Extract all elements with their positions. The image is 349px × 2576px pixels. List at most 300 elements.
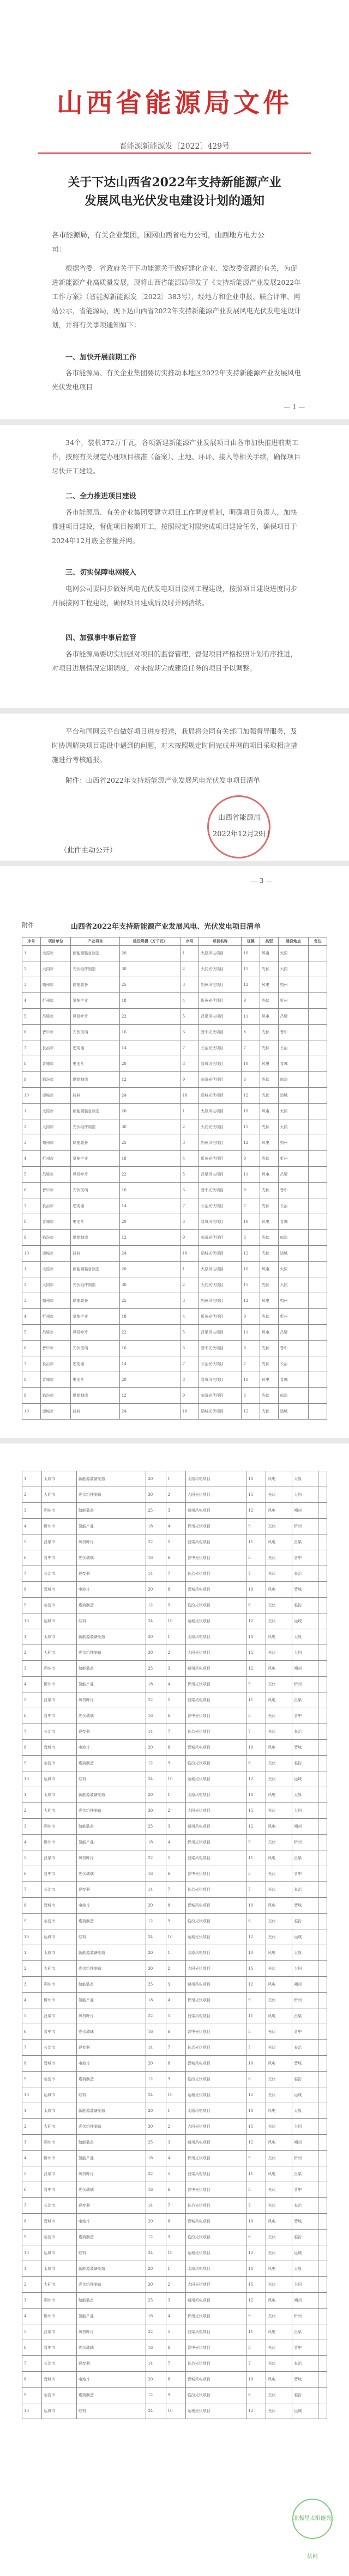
table-cell: 长治市: [40, 1040, 71, 1056]
table-cell: 长治光伏项目: [185, 2198, 246, 2214]
table-cell: 太原风电项目: [199, 1262, 242, 1277]
table-cell: 晋城市: [40, 1214, 71, 1230]
table-cell: 8: [180, 1056, 199, 1072]
table-cell: 太原风电项目: [185, 1629, 246, 1645]
table-cell: 晋城风电项目: [185, 2214, 246, 2230]
table-cell: 7: [22, 1356, 41, 1372]
table-row: [22, 1977, 327, 1993]
table-cell: 风机叶片: [71, 1009, 119, 1025]
table-cell: 忻州光伏项目: [199, 1309, 242, 1325]
table-cell: [309, 1388, 327, 1404]
table-cell: 电池片: [76, 2214, 146, 2230]
table-cell: 忻州市: [42, 2151, 77, 2166]
table-cell: 大同: [292, 2277, 318, 2293]
table-row: [22, 1072, 327, 1088]
table-cell: 运城市: [42, 2403, 77, 2419]
table-cell: 吕梁市: [42, 2324, 77, 2340]
table-cell: [309, 1262, 327, 1277]
table-cell: 晋中: [292, 2340, 318, 2356]
table-cell: 15: [246, 1961, 266, 1977]
table-cell: 吕梁风电项目: [199, 1167, 242, 1183]
table-cell: 临汾: [292, 2388, 318, 2403]
table-cell: 光伏玻璃: [76, 2182, 146, 2198]
table-row: [22, 1119, 327, 1135]
table-cell: 光伏组件制造: [71, 1119, 119, 1135]
table-cell: 运城光伏项目: [185, 1613, 246, 1629]
table-header-row: [22, 937, 327, 946]
table-cell: 晋中光伏项目: [199, 1341, 242, 1356]
table-cell: 大同: [292, 1645, 318, 1661]
table-cell: 1: [166, 1945, 185, 1961]
table-cell: 晋城市: [42, 2056, 77, 2072]
table-cell: 朔州市: [42, 1503, 77, 1519]
table-cell: 长治光伏项目: [199, 1198, 242, 1214]
table-cell: 长治市: [42, 2356, 77, 2372]
table-cell: 光伏玻璃: [76, 2340, 146, 2356]
table-cell: 长治: [292, 1566, 318, 1582]
table-cell: 晋中: [292, 2024, 318, 2040]
table-cell: 5: [22, 1534, 42, 1550]
table-cell: 光伏: [260, 1088, 278, 1104]
table-cell: [309, 1198, 327, 1214]
table-cell: 硅料: [71, 1404, 119, 1420]
table-cell: 30: [146, 1487, 166, 1503]
table-cell: 忻州市: [40, 1151, 71, 1167]
section-heading-4: 四、加强事中事后监管: [65, 634, 137, 642]
table-cell: 光伏: [266, 1771, 292, 1787]
table-cell: 风电: [266, 1819, 292, 1835]
table-cell: 2: [166, 2119, 185, 2135]
table-cell: 1: [22, 2103, 42, 2119]
table-cell: 逆变器: [71, 1040, 119, 1056]
table-cell: 7: [22, 1040, 41, 1056]
table-cell: 风机叶片: [76, 2324, 146, 2340]
table-cell: 光伏: [260, 1341, 278, 1356]
table-cell: 光伏玻璃: [71, 1341, 119, 1356]
table-cell: [318, 1756, 327, 1771]
table-cell: 20: [146, 1629, 166, 1645]
table-cell: 12: [242, 1404, 260, 1420]
table-cell: 大同市: [42, 2277, 77, 2293]
table-cell: 长治市: [42, 1724, 77, 1740]
table-cell: 临汾光伏项目: [185, 2072, 246, 2087]
table-cell: 大同光伏项目: [199, 1119, 242, 1135]
table-cell: 10: [166, 2087, 185, 2103]
table-cell: 临汾: [278, 1230, 309, 1246]
table-cell: 大同市: [40, 961, 71, 977]
table-cell: 吕梁: [278, 1325, 309, 1341]
official-seal: [207, 795, 270, 858]
table-cell: 7: [22, 2198, 42, 2214]
agency-title: 山西省能源局文件: [56, 88, 292, 118]
table-cell: 大同: [292, 1487, 318, 1503]
table-cell: 10: [246, 1898, 266, 1914]
table-cell: 晋中光伏项目: [199, 1025, 242, 1040]
table-cell: [309, 1151, 327, 1167]
table-cell: 吕梁风电项目: [199, 1009, 242, 1025]
table-cell: 9: [22, 2388, 42, 2403]
table-cell: 吕梁: [292, 2324, 318, 2340]
table-cell: 2: [22, 2119, 42, 2135]
table-cell: 光伏: [266, 1598, 292, 1613]
table-cell: 7: [22, 2356, 42, 2372]
table-cell: 24: [146, 1929, 166, 1945]
table-cell: [318, 1866, 327, 1882]
col-header: 类型: [260, 937, 278, 946]
table-cell: 晋中: [292, 1866, 318, 1882]
table-cell: 晋城风电项目: [185, 1740, 246, 1756]
table-cell: 10: [22, 2403, 42, 2419]
table-row: [22, 1198, 327, 1214]
table-cell: 1: [166, 1629, 185, 1645]
table-cell: 晋中市: [42, 2182, 77, 2198]
table-cell: [309, 1135, 327, 1151]
table-row: [22, 2008, 327, 2024]
table-cell: 大同光伏项目: [185, 1487, 246, 1503]
table-cell: 大同市: [40, 1277, 71, 1293]
signature-date: 2022年12月29日: [213, 830, 270, 838]
table-cell: 25: [119, 1293, 180, 1309]
table-cell: 9: [22, 1072, 41, 1088]
table-cell: [309, 993, 327, 1009]
table-cell: 氢能产业: [76, 1519, 146, 1534]
table-cell: 16: [146, 2182, 166, 2198]
table-row: [22, 1550, 327, 1566]
table-row: [22, 1866, 327, 1882]
table-cell: 硅料: [76, 2245, 146, 2261]
table-cell: 6: [22, 2024, 42, 2040]
table-row: [22, 2166, 327, 2182]
table-cell: 22: [119, 1009, 180, 1025]
table-cell: 10: [22, 1404, 41, 1420]
table-cell: [318, 1850, 327, 1866]
table-cell: 大同: [278, 961, 309, 977]
table-cell: 7: [22, 1724, 42, 1740]
table-cell: 氢能产业: [71, 1151, 119, 1167]
table-cell: 光伏: [260, 1072, 278, 1088]
table-cell: 5: [22, 2324, 42, 2340]
table-cell: 风电: [266, 1977, 292, 1993]
table-cell: 逆变器: [71, 1198, 119, 1214]
table-cell: 忻州: [278, 993, 309, 1009]
table-cell: 2: [22, 1645, 42, 1661]
table-row: [22, 1629, 327, 1645]
table-cell: 太原风电项目: [185, 2261, 246, 2277]
table-cell: 风电: [260, 1009, 278, 1025]
table-row: [22, 1471, 327, 1487]
table-cell: 12: [246, 1771, 266, 1787]
table-cell: 10: [22, 1929, 42, 1945]
table-cell: 晋中光伏项目: [185, 1708, 246, 1724]
table-cell: 14: [119, 1356, 180, 1372]
table-cell: 朔州市: [42, 1977, 77, 1993]
table-cell: 吕梁风电项目: [185, 1850, 246, 1866]
table-cell: 15: [246, 1487, 266, 1503]
table-cell: 18: [146, 2151, 166, 2166]
table-cell: 光伏: [266, 2309, 292, 2324]
table-cell: 5: [166, 1850, 185, 1866]
table-cell: [318, 2087, 327, 2103]
table-cell: 6: [242, 1230, 260, 1246]
table-cell: 12: [146, 1756, 166, 1771]
table-cell: 20: [146, 1582, 166, 1598]
table-cell: 忻州: [278, 1309, 309, 1325]
table-cell: 风电: [266, 2166, 292, 2182]
table-cell: 长治: [292, 2198, 318, 2214]
table-cell: 30: [146, 1803, 166, 1819]
table-cell: 10: [246, 1471, 266, 1487]
table-row: [22, 1214, 327, 1230]
table-cell: 8: [166, 1898, 185, 1914]
table-cell: 吕梁市: [42, 1850, 77, 1866]
table-cell: 太原: [292, 2261, 318, 2277]
table-cell: 7: [246, 2198, 266, 2214]
table-cell: 18: [146, 2309, 166, 2324]
table-row: [22, 1309, 327, 1325]
table-row: [22, 2214, 327, 2230]
table-cell: 晋中市: [42, 2024, 77, 2040]
table-cell: 光伏: [260, 1119, 278, 1135]
table-cell: 风电: [266, 1945, 292, 1961]
table-cell: 长治光伏项目: [199, 1040, 242, 1056]
document-page-1: [0, 0, 349, 861]
table-cell: 1: [22, 946, 41, 961]
table-row: [22, 1372, 327, 1388]
table-cell: 吕梁风电项目: [185, 1534, 246, 1550]
table-cell: 临汾: [292, 1598, 318, 1613]
page-number-2: — 3 —: [251, 877, 273, 885]
table-cell: 6: [246, 1756, 266, 1771]
table-cell: 临汾: [278, 1388, 309, 1404]
table-cell: 晋城风电项目: [185, 1898, 246, 1914]
table-cell: 9: [180, 1388, 199, 1404]
table-cell: [309, 1277, 327, 1293]
table-cell: 光伏玻璃: [71, 1025, 119, 1040]
table-cell: 吕梁市: [40, 1009, 71, 1025]
table-cell: [318, 2324, 327, 2340]
table-cell: 太原市: [40, 946, 71, 961]
table-cell: 忻州市: [40, 993, 71, 1009]
table-cell: 5: [166, 2166, 185, 2182]
table-cell: 3: [166, 2135, 185, 2151]
table-cell: 11: [242, 1167, 260, 1183]
table-cell: 光伏组件制造: [71, 961, 119, 977]
table-cell: 逆变器: [76, 1566, 146, 1582]
table-cell: 2: [22, 1487, 42, 1503]
table-cell: 12: [242, 1246, 260, 1262]
table-cell: [309, 1404, 327, 1420]
table-cell: 朔州风电项目: [185, 1661, 246, 1677]
table-cell: 14: [146, 1566, 166, 1582]
table-row: [22, 2245, 327, 2261]
table-cell: 10: [246, 2372, 266, 2388]
table-cell: 朔州: [278, 1293, 309, 1309]
table-row: [22, 1708, 327, 1724]
table-cell: 9: [22, 2072, 42, 2087]
table-cell: 11: [246, 1692, 266, 1708]
body-paragraph-5: 电网公司要同步做好风电光伏发电项目接网工程建设，按照项目建设进度同步开展接网工程建设，确保项目建成后及时并网消纳。: [52, 584, 298, 607]
col-header: 项目名称: [199, 937, 242, 946]
table-cell: 硅料: [76, 1613, 146, 1629]
table-cell: 朔州风电项目: [185, 2135, 246, 2151]
table-cell: 6: [166, 2024, 185, 2040]
table-cell: [309, 1056, 327, 1072]
table-cell: 风电: [266, 2008, 292, 2024]
col-header: 序号: [180, 937, 199, 946]
table-cell: 太原: [278, 1104, 309, 1119]
table-cell: 晋城: [292, 2214, 318, 2230]
table-cell: 临汾市: [42, 1598, 77, 1613]
table-cell: 7: [242, 1356, 260, 1372]
table-cell: [318, 2388, 327, 2403]
table-cell: 大同市: [42, 1961, 77, 1977]
table-cell: 20: [146, 2372, 166, 2388]
table-cell: 新能源装备制造: [76, 1787, 146, 1803]
table-cell: 光伏: [266, 2087, 292, 2103]
table-row: [22, 2388, 327, 2403]
table-cell: 风机叶片: [76, 1692, 146, 1708]
page-separator: [0, 419, 349, 425]
table-cell: 7: [180, 1040, 199, 1056]
table-cell: 25: [146, 2135, 166, 2151]
table-cell: 7: [246, 1566, 266, 1582]
table-cell: 6: [246, 1598, 266, 1613]
table-cell: 8: [166, 1582, 185, 1598]
table-cell: 运城: [292, 1771, 318, 1787]
table-cell: 1: [22, 1104, 41, 1119]
table-cell: 7: [246, 2356, 266, 2372]
table-cell: 储能装备: [76, 1819, 146, 1835]
table-cell: 12: [246, 1503, 266, 1519]
table-cell: 太原市: [42, 1471, 77, 1487]
table-cell: [309, 1309, 327, 1325]
table-cell: 24: [119, 1404, 180, 1420]
table-cell: 晋城: [292, 2056, 318, 2072]
table-row: [22, 1835, 327, 1850]
table-cell: 2: [166, 2277, 185, 2293]
table-cell: 风机叶片: [71, 1167, 119, 1183]
table-cell: [318, 2214, 327, 2230]
table-cell: [318, 1929, 327, 1945]
table-cell: 大同市: [42, 1645, 77, 1661]
table-cell: 长治光伏项目: [185, 1882, 246, 1898]
table-cell: 10: [22, 1088, 41, 1104]
table-cell: 10: [166, 1771, 185, 1787]
table-cell: 12: [246, 2403, 266, 2419]
table-cell: 新能源装备制造: [71, 1104, 119, 1119]
table-cell: 9: [166, 2072, 185, 2087]
table-cell: 临汾光伏项目: [185, 2230, 246, 2245]
table-cell: 长治光伏项目: [185, 2356, 246, 2372]
table-cell: 18: [146, 1519, 166, 1534]
table-cell: 3: [22, 1503, 42, 1519]
table-cell: 8: [246, 2024, 266, 2040]
table-cell: 太原市: [42, 1945, 77, 1961]
recipients-line1: 各市能源局，有关企业集团，国网山西省电力公司，山西地方电力公: [52, 232, 265, 240]
table-cell: [318, 1835, 327, 1850]
table-cell: 30: [146, 2277, 166, 2293]
table-cell: 4: [22, 1835, 42, 1850]
table-cell: 太原市: [40, 1262, 71, 1277]
table-cell: 11: [246, 1850, 266, 1866]
table-cell: 4: [22, 1677, 42, 1692]
table-cell: 吕梁风电项目: [199, 1325, 242, 1341]
table-row: [22, 2403, 327, 2419]
table-cell: 吕梁风电项目: [185, 2324, 246, 2340]
table-cell: 风机叶片: [76, 2008, 146, 2024]
table-cell: 朔州风电项目: [185, 1977, 246, 1993]
table-cell: 6: [22, 1183, 41, 1198]
table-cell: 16: [119, 1341, 180, 1356]
table-cell: 12: [246, 2245, 266, 2261]
table-cell: 9: [22, 1598, 42, 1613]
table-cell: 运城光伏项目: [185, 2087, 246, 2103]
table-cell: 10: [246, 1582, 266, 1598]
table-cell: 6: [180, 1341, 199, 1356]
table-cell: 大同光伏项目: [185, 1803, 246, 1819]
table-cell: 光伏: [266, 1835, 292, 1850]
table-cell: 光伏: [266, 1929, 292, 1945]
doc-number: 晋能源新能源发〔2022〕429号: [119, 142, 230, 151]
table-cell: 光伏: [260, 1404, 278, 1420]
table-cell: 晋城风电项目: [185, 2056, 246, 2072]
table-cell: 5: [22, 2166, 42, 2182]
table-cell: 24: [146, 2403, 166, 2419]
table-cell: 8: [242, 1341, 260, 1356]
annex-table: [22, 937, 327, 1420]
table-cell: 20: [146, 1945, 166, 1961]
table-cell: 光伏: [260, 1151, 278, 1167]
table-cell: 朔州市: [40, 1293, 71, 1309]
table-cell: 光伏: [266, 1866, 292, 1882]
table-cell: 9: [166, 1598, 185, 1613]
table-row: [22, 2309, 327, 2324]
table-cell: 3: [166, 1503, 185, 1519]
table-cell: 太原: [278, 1262, 309, 1277]
table-cell: 16: [146, 1550, 166, 1566]
table-row: [22, 946, 327, 961]
table-cell: [318, 1771, 327, 1787]
table-cell: 储能装备: [76, 2135, 146, 2151]
table-cell: 晋中: [278, 1025, 309, 1040]
table-cell: [318, 2230, 327, 2245]
table-cell: 运城光伏项目: [199, 1246, 242, 1262]
table-cell: [318, 1961, 327, 1977]
table-cell: 太原: [292, 1629, 318, 1645]
table-cell: 6: [246, 2072, 266, 2087]
table-cell: [309, 1183, 327, 1198]
table-row: [22, 2324, 327, 2340]
table-cell: [318, 1692, 327, 1708]
table-cell: 临汾: [292, 1756, 318, 1771]
table-cell: [309, 1293, 327, 1309]
table-cell: 大同: [292, 1961, 318, 1977]
table-row: [22, 2230, 327, 2245]
page-separator: [0, 861, 349, 866]
table-cell: 电池片: [71, 1056, 119, 1072]
table-cell: 10: [246, 2261, 266, 2277]
table-cell: 朔州风电项目: [199, 977, 242, 993]
table-cell: 光伏: [266, 2277, 292, 2293]
table-cell: 7: [180, 1356, 199, 1372]
table-cell: 7: [22, 1566, 42, 1582]
table-cell: 晋城: [278, 1214, 309, 1230]
table-cell: 朔州: [292, 2293, 318, 2309]
table-cell: 6: [22, 1708, 42, 1724]
table-cell: 25: [146, 2293, 166, 2309]
table-cell: 10: [246, 1740, 266, 1756]
table-row: [22, 1771, 327, 1787]
